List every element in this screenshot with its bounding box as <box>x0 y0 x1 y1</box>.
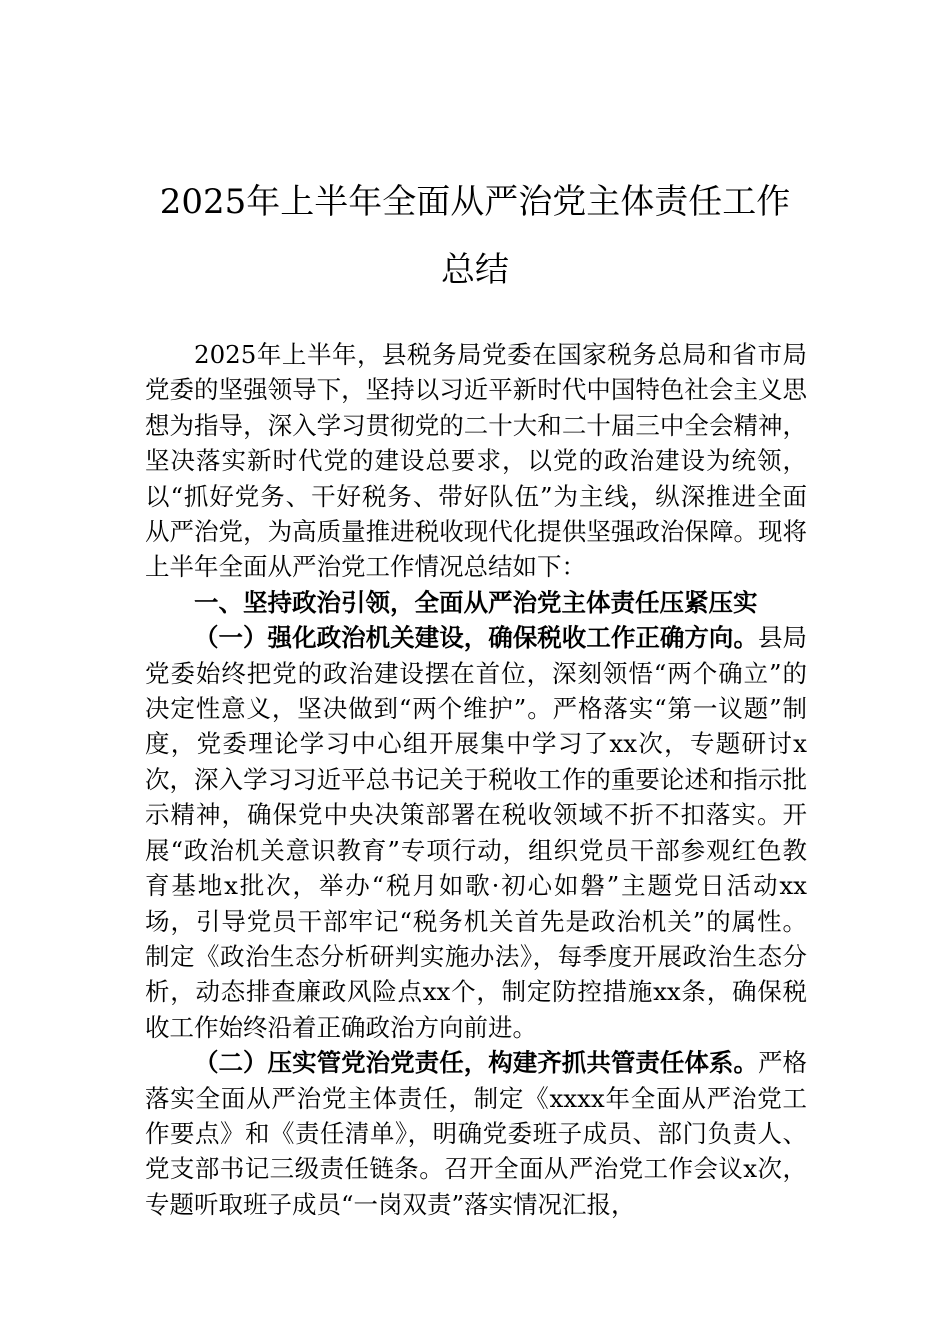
subsection-1-heading: （一）强化政治机关建设，确保税收工作正确方向。 <box>194 623 758 653</box>
document-body <box>145 337 807 1222</box>
subsection-1-paragraph <box>145 620 807 1045</box>
subsection-2-paragraph <box>145 1045 807 1222</box>
document-title-line1: 2025年上半年全面从严治党主体责任工作 <box>159 182 791 222</box>
document-title-line2: 总结 <box>441 250 509 290</box>
subsection-2-body: 严格落实全面从严治党主体责任，制定《xxxx年全面从严治党工作要点》和《责任清单》，明确党委班子成员、部门负责人、党支部书记三级责任链条。召开全面从严治党工作会议x次，专题听取班子成员“一岗双责”落实情况汇报， <box>145 1048 808 1219</box>
subsection-1-body: 县局党委始终把党的政治建设摆在首位，深刻领悟“两个确立”的决定性意义，坚决做到“两个维护”。严格落实“第一议题”制度，党委理论学习中心组开展集中学习了xx次，专题研讨x次，深入学习习近平总书记关于税收工作的重要论述和指示批示精神，确保党中央决策部署在税收领域不折不扣落实。开展“政治机关意识教育”专项行动，组织党员干部参观红色教育基地x批次，举办“税月如歌·初心如磐”主题党日活动xx场，引导党员干部牢记“税务机关首先是政治机关”的属性。制定《政治生态分析研判实施办法》，每季度开展政治生态分析，动态排查廉政风险点xx个，制定防控措施xx条，确保税收工作始终沿着正确政治方向前进。 <box>145 623 808 1042</box>
subsection-2-heading: （二）压实管党治党责任，构建齐抓共管责任体系。 <box>194 1048 758 1078</box>
intro-paragraph: 2025年上半年，县税务局党委在国家税务总局和省市局党委的坚强领导下，坚持以习近平新时代中国特色社会主义思想为指导，深入学习贯彻党的二十大和二十届三中全会精神，坚决落实新时代党的建设总要求，以党的政治建设为统领，以“抓好党务、干好税务、带好队伍”为主线，纵深推进全面从严治党，为高质量推进税收现代化提供坚强政治保障。现将上半年全面从严治党工作情况总结如下： <box>145 340 807 582</box>
section-1-heading: 一、坚持政治引领，全面从严治党主体责任压紧压实 <box>194 587 758 617</box>
